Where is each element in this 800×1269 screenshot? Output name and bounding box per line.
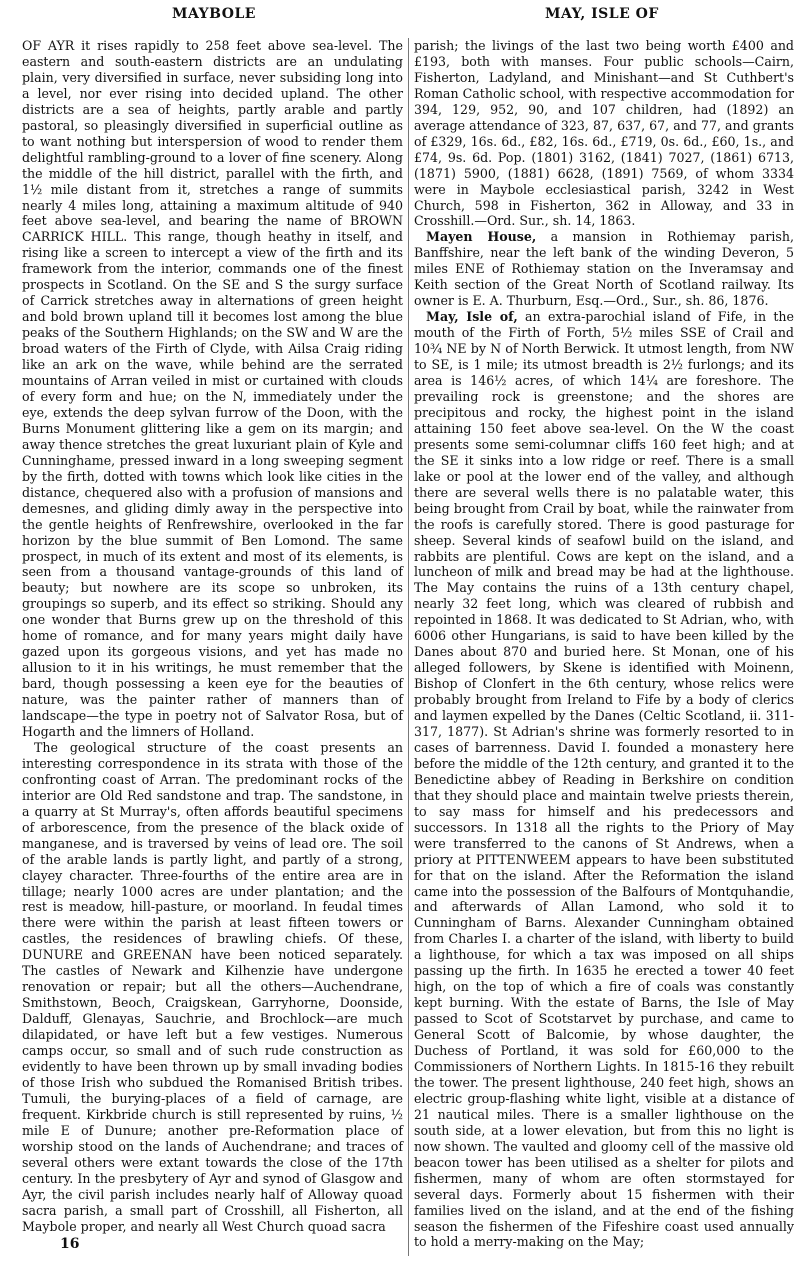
entry-mayen-house	[414, 229, 794, 309]
page-number: 16	[60, 1236, 80, 1252]
right-column	[414, 38, 794, 1250]
entry-headword: Mayen House,	[426, 229, 537, 245]
entry-isle-of-may	[414, 309, 794, 1250]
paragraph-maybole-scenery: OF AYR it rises rapidly to 258 feet above sea-level. The eastern and south-eastern districts are an undulating plain, very diversified in surface, never subsiding long into a level, nor ever rising into decided upland. The other districts are a sea of heights, partly arable and partly pastoral, so pleasingly diversified in superficial outline as to want nothing but interspersion of wood to render them delightful rambling-ground to a lover of fine scenery. Along the middle of the hill district, parallel with the firth, and 1½ mile distant from it, stretches a range of summits nearly 4 miles long, attaining a maximum altitude of 940 feet above sea-level, and bearing the name of BROWN CARRICK HILL. This range, though heathy in itself, and rising like a screen to intercept a view of the firth and its framework from the interior, commands one of the finest prospects in Scotland. On the SE and S the surgy surface of Carrick stretches away in alternations of green height and bold brown upland till it becomes lost among the blue peaks of the Southern Highlands; on the SW and W are the broad waters of the Firth of Clyde, with Ailsa Craig riding like an ark on the wave, while behind are the serrated mountains of Arran veiled in mist or curtained with clouds of every form and hue; on the N, immediately under the eye, extends the deep sylvan furrow of the Doon, with the Burns Monument glittering like a gem on its margin; and away thence stretches the great luxuriant plain of Kyle and Cunninghame, pressed inward in a long sweeping segment by the firth, dotted with towns which look like cities in the distance, chequered also with a profusion of mansions and demesnes, and gliding dimly away in the perspective into the gentle heights of Renfrewshire, overlooked in the far horizon by the blue summit of Ben Lomond. The same prospect, in much of its extent and most of its elements, is seen from a thousand vantage-grounds of this land of beauty; but nowhere are its scope so unbroken, its groupings so superb, and its effect so striking. Should any one wonder that Burns grew up on the threshold of this home of romance, and for many years might daily have gazed upon its gorgeous visions, and yet has made no allusion to it in his writings, he must remember that the bard, though possessing a keen eye for the beauties of nature, was the painter rather of manners than of landscape—the type in poetry not of Salvator Rosa, but of Hogarth and the limners of Holland.	[22, 38, 403, 739]
running-head-left: MAYBOLE	[172, 6, 256, 22]
running-head-right: MAY, ISLE OF	[545, 6, 659, 22]
entry-headword: May, Isle of,	[426, 309, 518, 325]
entry-text: a mansion in Rothiemay parish, Banffshire, near the left bank of the winding Deveron, 5 miles ENE of Rothiemay station on the Inveramsay and Keith section of the Great North of Scotland railway. Its owner is E. A. Thurburn, Esq.—Ord., Sur., sh. 86, 1876.	[414, 229, 794, 309]
column-divider	[408, 38, 409, 1256]
entry-text: an extra-parochial island of Fife, in the mouth of the Firth of Forth, 5½ miles SSE of Crail and 10¾ NE by N of North Berwick. It utmost length, from NW to SE, is 1 mile; its utmost breadth is 2½ furlongs; and its area is 146½ acres, of which 14¼ are foreshore. The prevailing rock is greenstone; and the shores are precipitous and rocky, the highest point in the island attaining 150 feet above sea-level. On the W the coast presents some semi-columnar cliffs 160 feet high; and at the SE it sinks into a low ridge or reef. There is a small lake or pool at the lower end of the valley, and although there are several wells there is no palatable water, this being brought from Crail by boat, while the rainwater from the roofs is carefully stored. There is good pasturage for sheep. Several kinds of seafowl build on the island, and rabbits are plentiful. Cows are kept on the island, and a luncheon of milk and bread may be had at the lighthouse. The May contains the ruins of a 13th century chapel, nearly 32 feet long, which was cleared of rubbish and repointed in 1868. It was dedicated to St Adrian, who, with 6006 other Hungarians, is said to have been killed by the Danes about 870 and buried here. St Monan, one of his alleged followers, by Skene is identified with Moinenn, Bishop of Clonfert in the 6th century, whose relics were probably brought from Ireland to Fife by a body of clerics and laymen expelled by the Danes (Celtic Scotland, ii. 311-317, 1877). St Adrian's shrine was formerly resorted to in cases of barrenness. David I. founded a monastery here before the middle of the 12th century, and granted it to the Benedictine abbey of Reading in Berkshire on condition that they should place and maintain twelve priests therein, to say mass for himself and his predecessors and successors. In 1318 all the rights to the Priory of May were transferred to the canons of St Andrews, when a priory at PITTENWEEM appears to have been substituted for that on the island. After the Reformation the island came into the possession of the Balfours of Montquhandie, and afterwards of Allan Lamond, who sold it to Cunningham of Barns. Alexander Cunningham obtained from Charles I. a charter of the island, with liberty to build a lighthouse, for which a tax was imposed on all ships passing up the firth. In 1635 he erected a tower 40 feet high, on the top of which a fire of coals was constantly kept burning. With the estate of Barns, the Isle of May passed to Scot of Scotstarvet by purchase, and came to General Scott of Balcomie, by whose daughter, the Duchess of Portland, it was sold for £60,000 to the Commissioners of Northern Lights. In 1815-16 they rebuilt the tower. The present lighthouse, 240 feet high, shows an electric group-flashing white light, visible at a distance of 21 nautical miles. There is a smaller lighthouse on the south side, at a lower elevation, but from this no light is now shown. The vaulted and gloomy cell of the massive old beacon tower has been utilised as a shelter for pilots and fishermen, many of whom are often stormstayed for several days. Formerly about 15 fishermen with their families lived on the island, and at the end of the fishing season the fishermen of the Fifeshire coast used annually to hold a merry-making on the May;	[414, 309, 794, 1250]
left-column	[22, 38, 403, 1234]
paragraph-maybole-geology: The geological structure of the coast presents an interesting correspondence in its strata with those of the confronting coast of Arran. The predominant rocks of the interior are Old Red sandstone and trap. The sandstone, in a quarry at St Murray's, often affords beautiful specimens of arborescence, from the presence of the black oxide of manganese, and is traversed by veins of lead ore. The soil of the arable lands is partly light, and partly of a strong, clayey character. Three-fourths of the entire area are in tillage; nearly 1000 acres are under plantation; and the rest is meadow, hill-pasture, or moorland. In feudal times there were within the parish at least fifteen towers or castles, the residences of brawling chiefs. Of these, DUNURE and GREENAN have been noticed separately. The castles of Newark and Kilhenzie have undergone renovation or repair; but all the others—Auchendrane, Smithstown, Beoch, Craigskean, Garryhorne, Doonside, Dalduff, Glenayas, Sauchrie, and Brochlock—are much dilapidated, or have left but a few vestiges. Numerous camps occur, so small and of such rude construction as evidently to have been thrown up by small invading bodies of those Irish who subdued the Romanised British tribes. Tumuli, the burying-places of a field of carnage, are frequent. Kirkbride church is still represented by ruins, ½ mile E of Dunure; another pre-Reformation place of worship stood on the lands of Auchendrane; and traces of several others were extant towards the close of the 17th century. In the presbytery of Ayr and synod of Glasgow and Ayr, the civil parish includes nearly half of Alloway quoad sacra parish, a small part of Crosshill, all Fisherton, all Maybole proper, and nearly all West Church quoad sacra	[22, 739, 403, 1234]
paragraph-maybole-parish: parish; the livings of the last two being worth £400 and £193, both with manses. Four public schools—Cairn, Fisherton, Ladyland, and Minishant—and St Cuthbert's Roman Catholic school, with respective accommodation for 394, 129, 952, 90, and 107 children, had (1892) an average attendance of 323, 87, 637, 67, and 77, and grants of £329, 16s. 6d., £82, 16s. 6d., £719, 0s. 6d., £60, 1s., and £74, 9s. 6d. Pop. (1801) 3162, (1841) 7027, (1861) 6713, (1871) 5900, (1881) 6628, (1891) 7569, of whom 3334 were in Maybole ecclesiastical parish, 3242 in West Church, 598 in Fisherton, 362 in Alloway, and 33 in Crosshill.—Ord. Sur., sh. 14, 1863.	[414, 38, 794, 229]
